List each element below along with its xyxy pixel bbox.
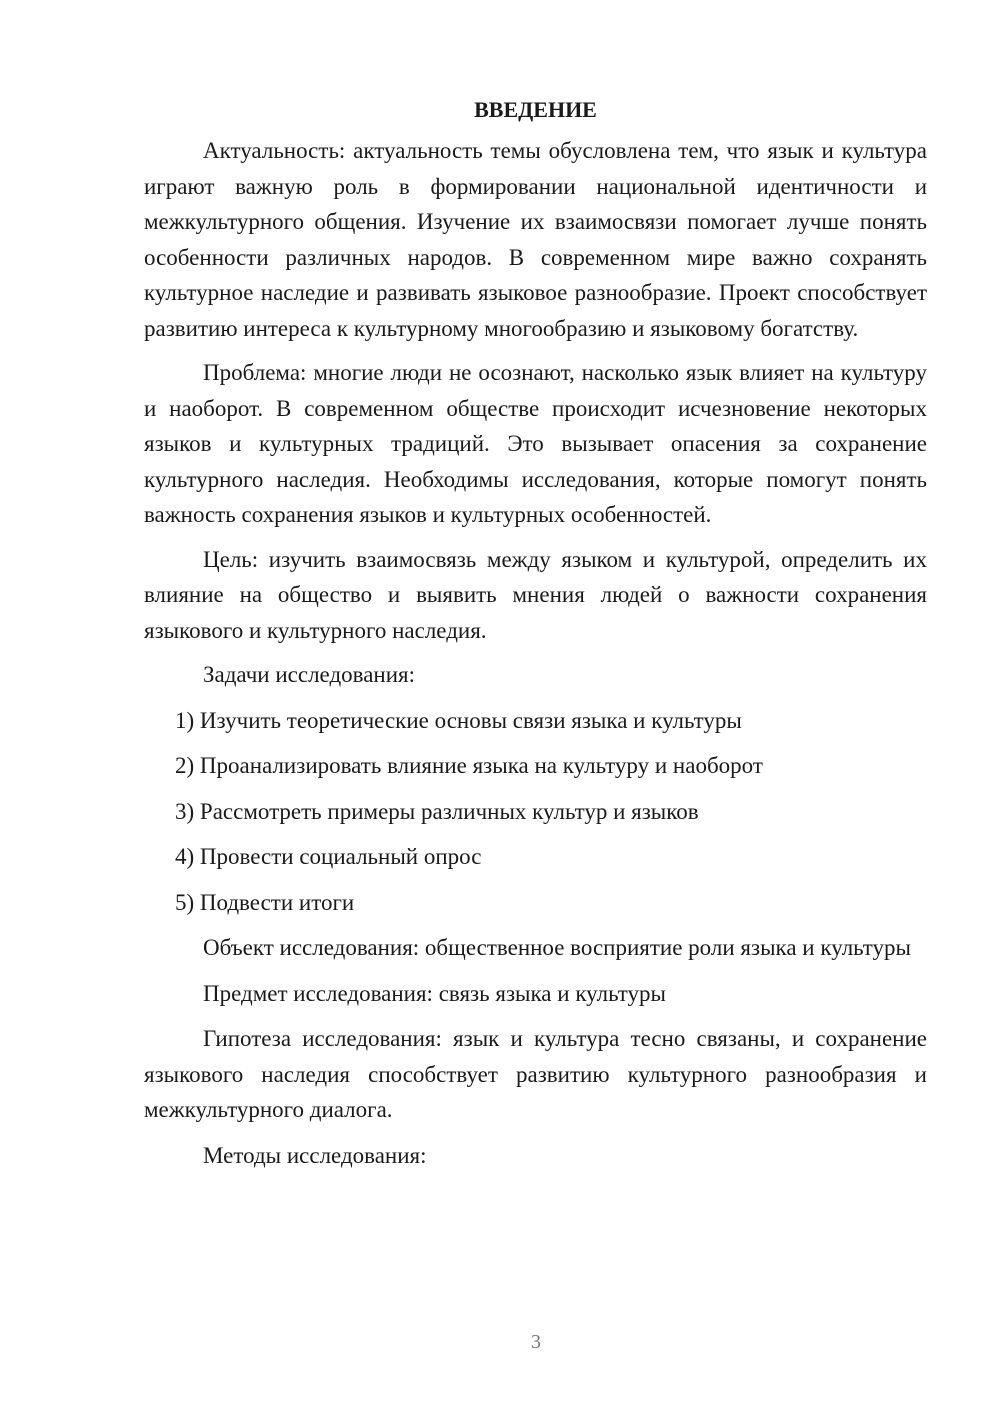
- list-item: 1) Изучить теоретические основы связи языка и культуры: [175, 707, 742, 733]
- tasks-heading: Задачи исследования:: [203, 662, 416, 687]
- hypothesis-paragraph: Гипотеза исследования: язык и культура тесно связаны, и сохранение языкового наследия способствует развитию культурного разнообразия и межкультурного диалога.: [144, 1026, 927, 1122]
- list-item: 4) Провести социальный опрос: [175, 844, 482, 869]
- list-item: 5) Подвести итоги: [175, 889, 355, 915]
- object-paragraph: Объект исследования: общественное восприятие роли языка и культуры: [203, 935, 911, 960]
- list-item: 3) Рассмотреть примеры различных культур и языков: [175, 798, 699, 824]
- tasks-list: [144, 703, 927, 921]
- subject-paragraph: Предмет исследования: связь языка и культуры: [203, 980, 666, 1006]
- goal-paragraph: Цель: изучить взаимосвязь между языком и культурой, определить их влияние на общество и выявить мнения людей о важности сохранения языкового и культурного наследия.: [144, 546, 927, 643]
- methods-heading: Методы исследования:: [203, 1142, 427, 1168]
- page-number: 3: [531, 1331, 541, 1353]
- list-item: 2) Проанализировать влияние языка на культуру и наоборот: [175, 753, 763, 778]
- page-content: [144, 92, 927, 1183]
- problem-paragraph: Проблема: многие люди не осознают, насколько язык влияет на культуру и наоборот. В современном обществе происходит исчезновение некоторых языков и культурных традиций. Это вызывает опасения за сохранение культурного наследия. Необходимы исследования, которые помогут понять важность сохранения языков и культурных особенностей.: [144, 360, 927, 527]
- relevance-paragraph: Актуальность: актуальность темы обусловлена тем, что язык и культура играют важную роль в формировании национальной идентичности и межкультурного общения. Изучение их взаимосвязи помогает лучше понять особенности различных народов. В современном мире важно сохранять культурное наследие и развивать языковое разнообразие. Проект способствует развитию интереса к культурному многообразию и языковому богатству.: [144, 138, 927, 341]
- section-title: ВВЕДЕНИЕ: [474, 97, 597, 122]
